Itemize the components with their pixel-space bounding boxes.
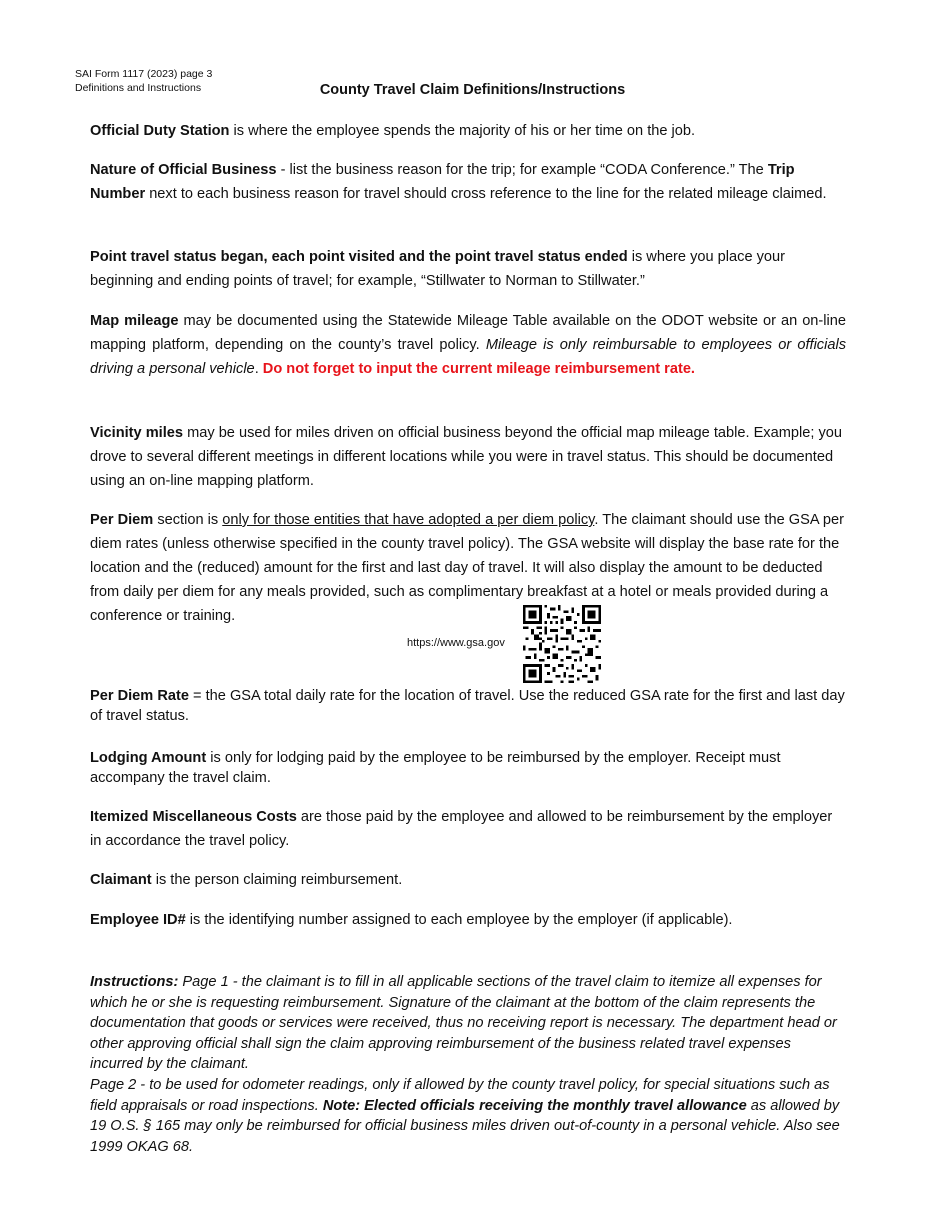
instructions-text: Page 1 - the claimant is to fill in all applicable sections of the travel claim to itemize all expenses for which he or she is requesting reimbursement. Signature of the claimant at the bottom of the claim represents the documentation that goods or services were received, thus no receiving report is necessary. The department head or other approving official shall sign the claim approving reimbursement of the business related travel expenses incurred by the claimant.: [90, 974, 837, 1073]
term: Per Diem: [90, 512, 154, 528]
term: Nature of Official Business: [90, 162, 277, 178]
def-vicinity-miles: [90, 421, 846, 493]
term-trip-number: Trip Number: [90, 162, 795, 202]
definition-text: is the person claiming reimbursement.: [151, 872, 403, 888]
def-point-travel: [90, 245, 846, 293]
term: Itemized Miscellaneous Costs: [90, 809, 297, 825]
term: Per Diem Rate: [90, 688, 189, 704]
instructions-text: as allowed by 19 O.S. § 165 may only be reimbursed for official business miles driven out-of-county in a personal vehicle. Also see 1999 OKAG 68.: [90, 1097, 840, 1155]
term: Vicinity miles: [90, 425, 184, 441]
term: Lodging Amount: [90, 750, 207, 766]
definition-text: . The claimant should use the GSA per diem rates (unless otherwise specified in the county travel policy). The GSA website will display the base rate for the location and the (reduced) amount for the first and last day of travel. It will also display the amount to be deducted from daily per diem for any meals provided, such as complimentary breakfast at a hotel or meals provided during a conference or training.: [90, 512, 844, 624]
def-misc-costs: [90, 805, 846, 853]
def-employee-id: [90, 908, 846, 932]
term: Point travel status began, each point visited and the point travel status ended: [90, 249, 628, 265]
gsa-url[interactable]: https://www.gsa.gov: [407, 637, 505, 649]
term: Map mileage: [90, 313, 179, 329]
instructions-label: Instructions:: [90, 974, 179, 990]
definition-text: are those paid by the employee and allowed to be reimbursement by the employer in accordance the travel policy.: [90, 809, 833, 849]
def-claimant: [90, 868, 846, 892]
qr-code-icon[interactable]: [523, 605, 601, 683]
definition-text: section is: [153, 512, 223, 528]
definition-text: = the GSA total daily rate for the location of travel. Use the reduced GSA rate for the first and last day of travel status.: [90, 688, 845, 724]
punctuation: .: [254, 361, 263, 377]
definition-text: is only for lodging paid by the employee to be reimbursed by the employer. Receipt must accompany the travel claim.: [90, 750, 781, 786]
def-per-diem: [90, 508, 846, 628]
definition-text: may be documented using the Statewide Mileage Table available on the ODOT website or an on-line mapping platform, depending on the county’s travel policy.: [90, 313, 847, 353]
form-number: SAI Form 1117 (2023) page 3: [75, 68, 213, 80]
def-nature-of-business: [90, 158, 846, 206]
definition-text: is where you place your beginning and ending points of travel; for example, “Stillwater to Norman to Stillwater.”: [90, 249, 786, 289]
definition-text: - list the business reason for the trip; for example “CODA Conference.” The: [276, 162, 768, 178]
def-map-mileage: [90, 309, 846, 381]
mileage-note: Mileage is only reimbursable to employees or officials driving a personal vehicle: [90, 337, 847, 377]
definition-text: may be used for miles driven on official business beyond the official map mileage table. Example; you drove to several different meetings in different locations while you were in travel status. This should be documented using an on-line mapping platform.: [90, 425, 842, 489]
instructions-block: [90, 972, 846, 1157]
definition-text: next to each business reason for travel should cross reference to the line for the related mileage claimed.: [145, 186, 827, 202]
definition-text: is the identifying number assigned to each employee by the employer (if applicable).: [185, 912, 733, 928]
instructions-page1: [90, 972, 846, 1075]
form-subtitle: Definitions and Instructions: [75, 82, 202, 94]
definition-text: is where the employee spends the majority of his or her time on the job.: [229, 123, 696, 139]
per-diem-policy-note: only for those entities that have adopted a per diem policy: [222, 512, 595, 528]
def-per-diem-rate: [90, 686, 846, 726]
term: Official Duty Station: [90, 123, 230, 139]
mileage-warning: Do not forget to input the current mileage reimbursement rate.: [262, 361, 695, 377]
def-lodging-amount: [90, 748, 846, 788]
instructions-page2: [90, 1075, 846, 1157]
term: Claimant: [90, 872, 152, 888]
term: Employee ID#: [90, 912, 186, 928]
def-official-duty-station: [90, 119, 846, 143]
instructions-text: Page 2 - to be used for odometer readings, only if allowed by the county travel policy, for special situations such as field appraisals or road inspections.: [90, 1076, 830, 1114]
page-title: County Travel Claim Definitions/Instructions: [319, 82, 626, 98]
instructions-note: Note: Elected officials receiving the monthly travel allowance: [322, 1097, 747, 1114]
